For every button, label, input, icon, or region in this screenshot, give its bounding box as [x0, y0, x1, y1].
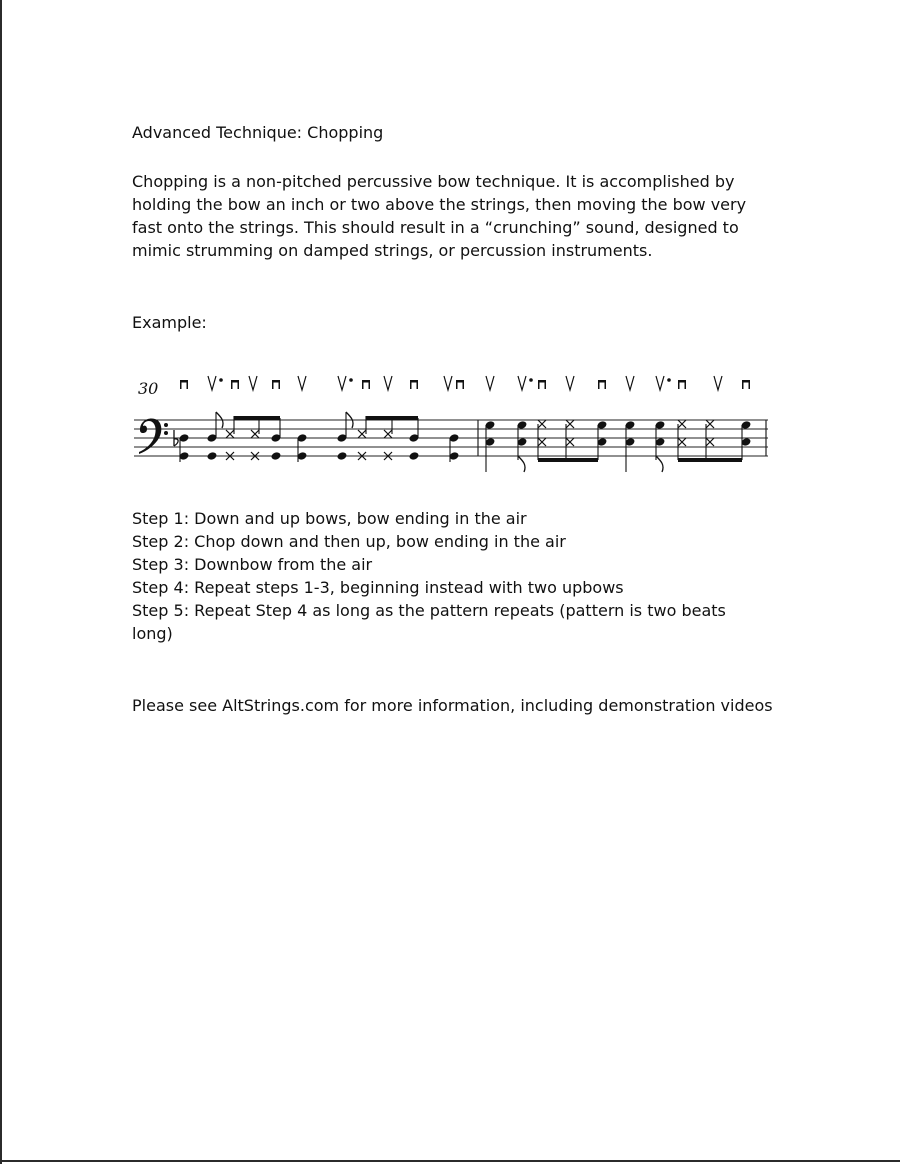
music-score	[130, 372, 770, 480]
document-title: Advanced Technique: Chopping	[132, 123, 384, 142]
note-beam	[678, 458, 742, 462]
x-notehead	[678, 438, 686, 446]
notehead	[271, 451, 282, 461]
upbow-icon	[298, 376, 306, 390]
bass-clef-icon	[139, 418, 168, 454]
step-item: long)	[132, 624, 173, 643]
downbow-icon	[678, 380, 686, 389]
x-notehead	[226, 430, 234, 438]
upbow-icon	[384, 376, 392, 390]
footer-note: Please see AltStrings.com for more information, including demonstration videos	[132, 696, 773, 715]
downbow-icon	[231, 380, 239, 389]
note-flag	[518, 456, 525, 472]
downbow-icon	[272, 380, 280, 389]
upbow-icon	[338, 376, 346, 390]
x-notehead	[384, 430, 392, 438]
x-notehead	[566, 438, 574, 446]
intro-line: holding the bow an inch or two above the strings, then moving the bow very	[132, 195, 747, 214]
downbow-icon	[180, 380, 188, 389]
step-item: Step 1: Down and up bows, bow ending in the air	[132, 509, 527, 528]
breath-mark-icon	[667, 378, 671, 382]
note-beam	[392, 416, 418, 420]
downbow-icon	[362, 380, 370, 389]
downbow-icon	[742, 380, 750, 389]
steps-list	[132, 507, 792, 645]
page-border-left	[0, 0, 2, 1164]
upbow-icon	[626, 376, 634, 390]
breath-mark-icon	[529, 378, 533, 382]
notehead	[337, 451, 348, 461]
example-label: Example:	[132, 313, 207, 332]
downbow-icon	[598, 380, 606, 389]
x-notehead	[706, 420, 714, 428]
downbow-icon	[538, 380, 546, 389]
notation-notes	[179, 412, 752, 472]
measure-number: 30	[138, 379, 159, 398]
note-beam	[538, 458, 598, 462]
upbow-icon	[518, 376, 526, 390]
breath-mark-icon	[349, 378, 353, 382]
notehead	[207, 451, 218, 461]
upbow-icon	[208, 376, 216, 390]
x-notehead	[566, 420, 574, 428]
intro-line: Chopping is a non-pitched percussive bow technique. It is accomplished by	[132, 172, 735, 191]
downbow-icon	[410, 380, 418, 389]
upbow-icon	[444, 376, 452, 390]
step-item: Step 3: Downbow from the air	[132, 555, 373, 574]
intro-paragraph	[132, 170, 792, 262]
x-notehead	[538, 438, 546, 446]
x-notehead	[251, 430, 259, 438]
x-notehead	[358, 430, 366, 438]
upbow-icon	[566, 376, 574, 390]
page-border-bottom	[0, 1160, 900, 1162]
upbow-icon	[714, 376, 722, 390]
step-item: Step 5: Repeat Step 4 as long as the pattern repeats (pattern is two beats	[132, 601, 726, 620]
downbow-icon	[456, 380, 464, 389]
breath-mark-icon	[219, 378, 223, 382]
step-item: Step 4: Repeat steps 1-3, beginning instead with two upbows	[132, 578, 624, 597]
upbow-icon	[486, 376, 494, 390]
bowing-marks	[180, 376, 750, 390]
x-notehead	[538, 420, 546, 428]
note-beam	[234, 416, 280, 420]
intro-line: mimic strumming on damped strings, or percussion instruments.	[132, 241, 653, 260]
intro-line: fast onto the strings. This should result in a “crunching” sound, designed to	[132, 218, 739, 237]
upbow-icon	[656, 376, 664, 390]
note-beam	[366, 416, 392, 420]
notehead	[409, 451, 420, 461]
x-notehead	[706, 438, 714, 446]
step-item: Step 2: Chop down and then up, bow ending in the air	[132, 532, 566, 551]
x-notehead	[678, 420, 686, 428]
upbow-icon	[249, 376, 257, 390]
note-flag	[656, 456, 663, 472]
